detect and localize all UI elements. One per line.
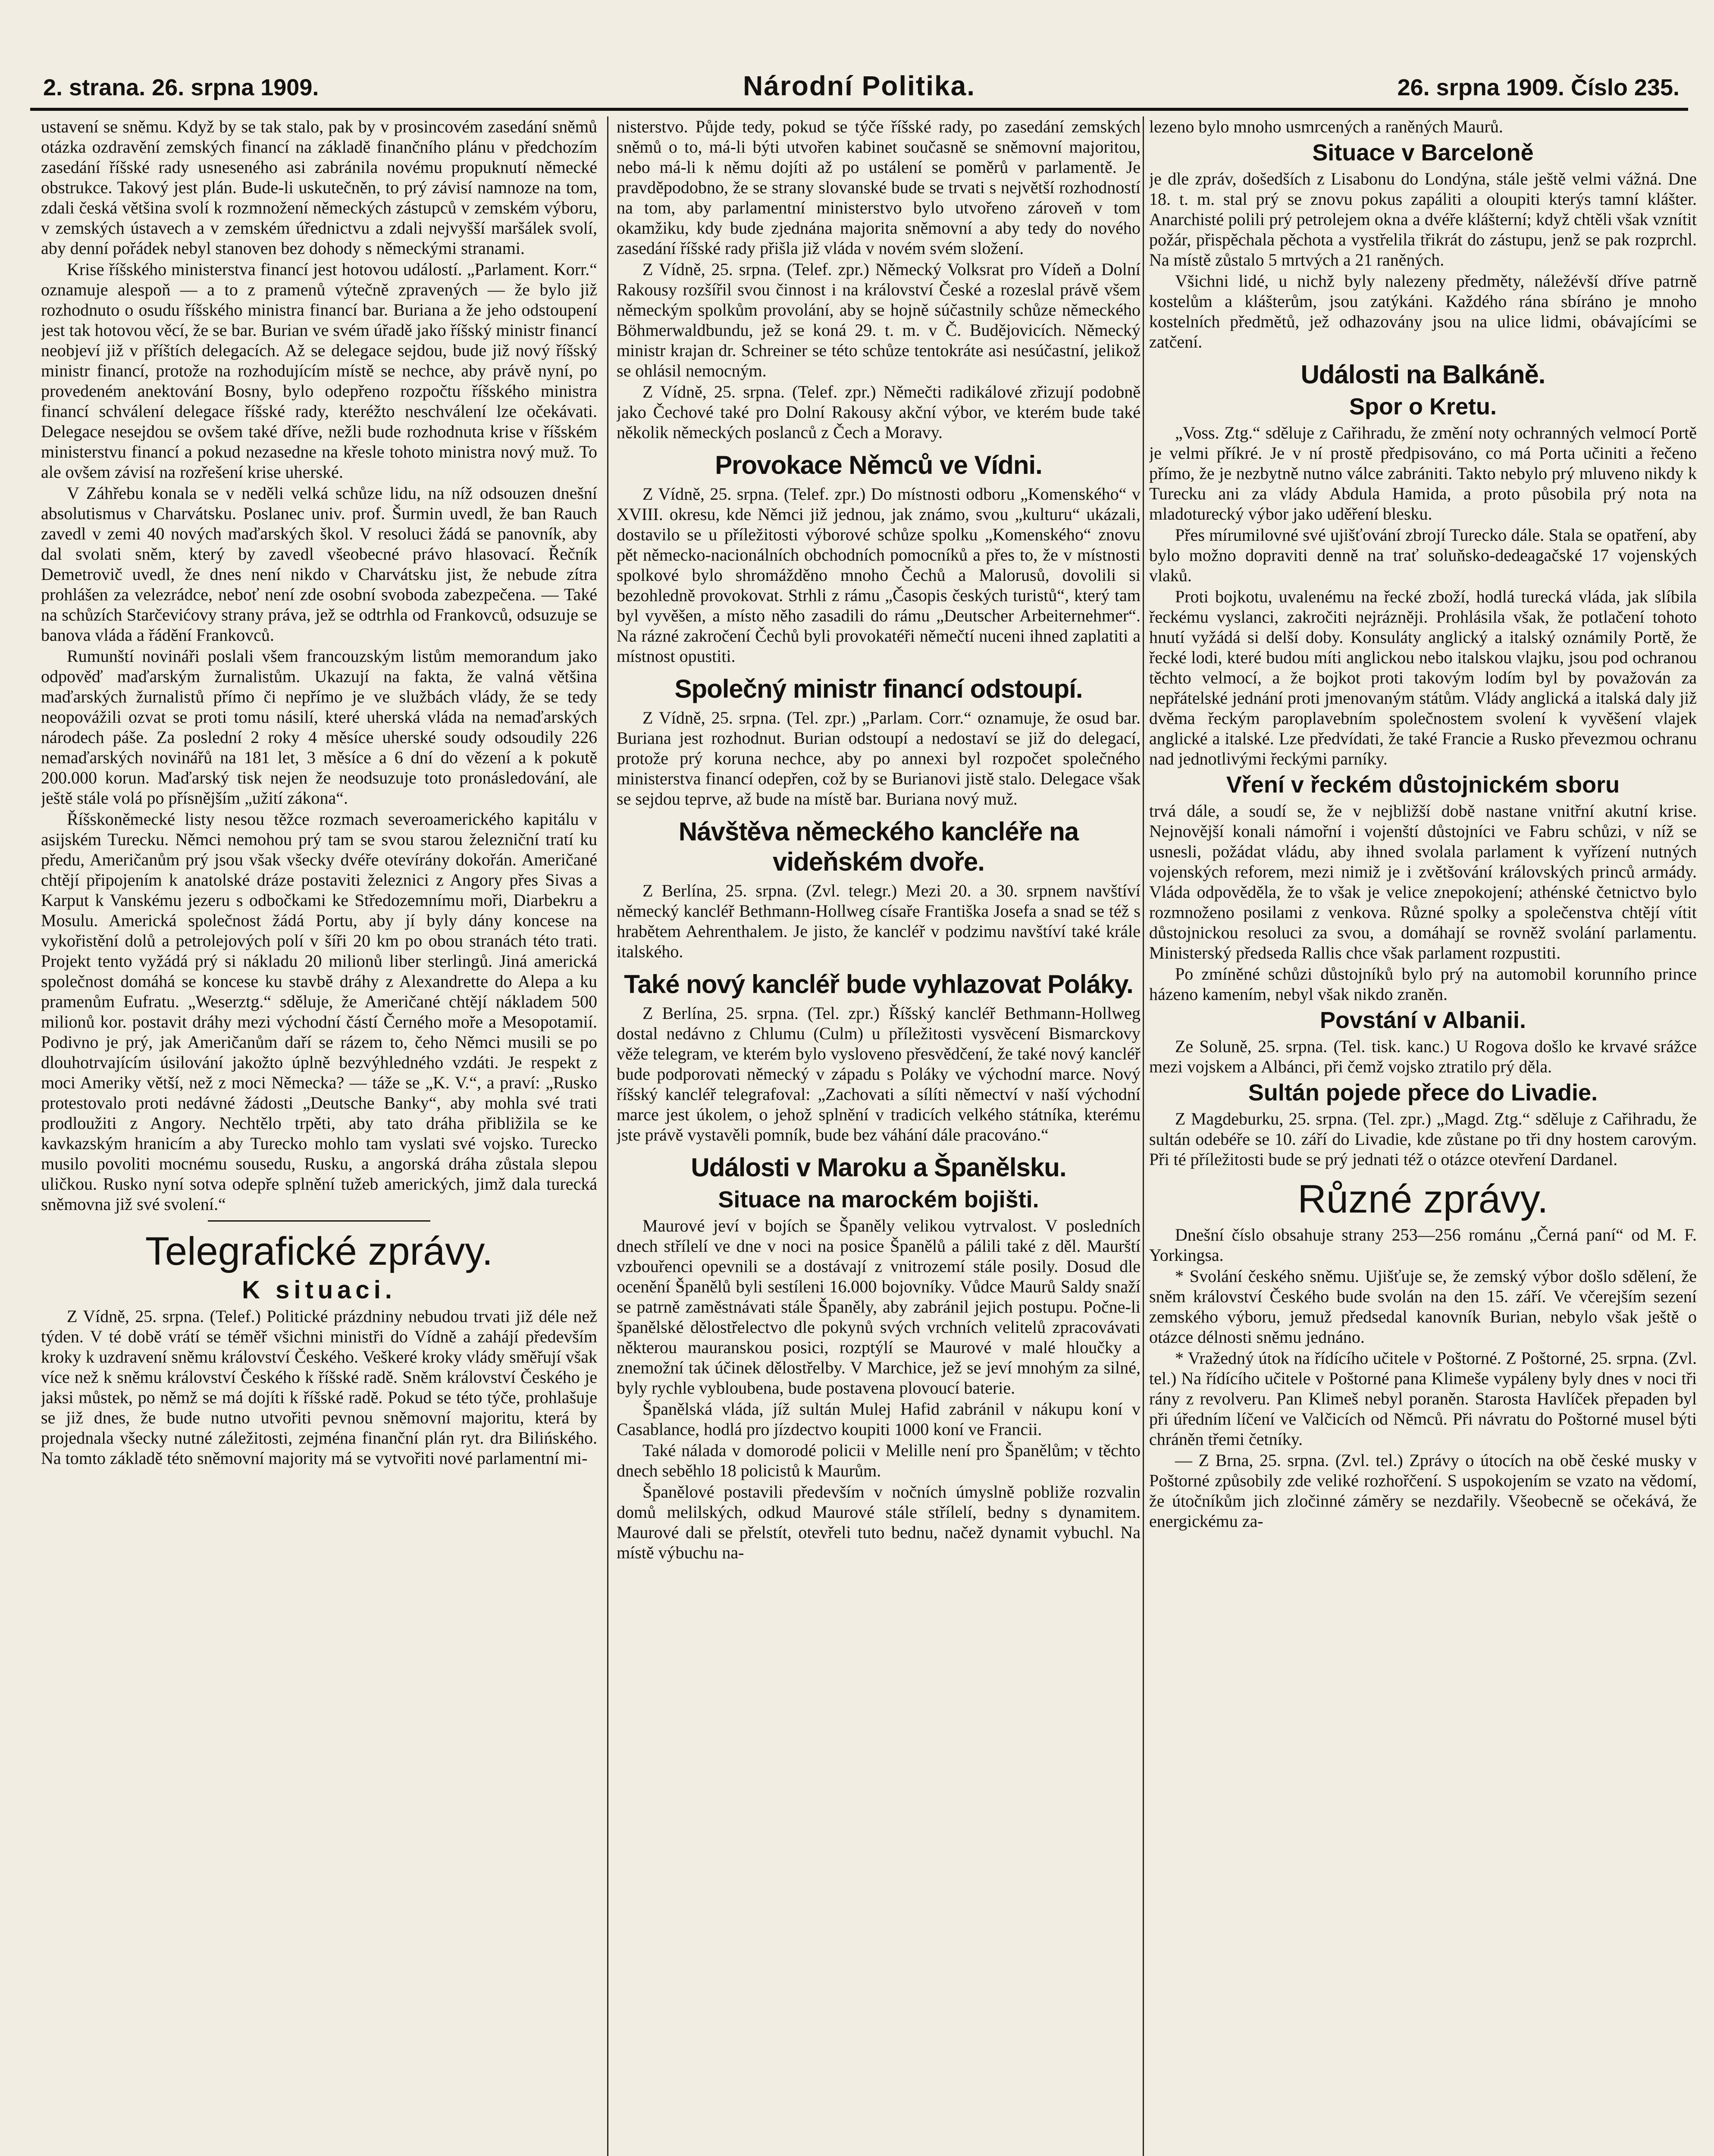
article-paragraph: „Voss. Ztg.“ sděluje z Cařihradu, že změní noty ochranných velmocí Portě je velmi příkré. Je v ní prostě předpisováno, co má Porta učiniti a řečeno přímo, že je nezbytně nutno válce zabrániti. Takto nebylo prý mluveno nikdy k Turecku ani za vlády Abdula Hamida, a proto působila prý nota na mladoturecký výbor jako uděření blesku. (1149, 423, 1697, 523)
article-paragraph: ustavení se sněmu. Když by se tak stalo, pak by v prosincovém zasedání sněmů otázka ozdravění zemských financí na základě finančního plánu v předchozím zasedání říšské rady usneseného asi zabránila novému propuknutí německé obstrukce. Takový jest plán. Bude-li uskutečněn, to prý závisí namnoze na tom, zdali česká většina svolí k rozmnožení německých zástupců v zemském výboru, v zemských ústavech a v zemském úřednictvu a zdali nejvyšší maršálek svolí, aby denní pořádek nebyl stanoven bez dohody s německými stranami. (41, 117, 597, 258)
article-paragraph: Z Magdeburku, 25. srpna. (Tel. zpr.) „Magd. Ztg.“ sděluje z Cařihradu, že sultán odebéře se 10. září do Livadie, kde zůstane po tři dny hostem carovým. Při té příležitosti bude se prý jednati též o otázce otevření Dardanel. (1149, 1109, 1697, 1169)
article-paragraph: Z Berlína, 25. srpna. (Zvl. telegr.) Mezi 20. a 30. srpnem navštíví německý kancléř Bethmann-Hollweg císaře Františka Josefa a snad se též s hrabětem Aehrenthalem. Je jisto, že kancléř v podzimu navštíví také krále italského. (617, 881, 1141, 961)
subheading-situace: K situaci. (242, 1276, 396, 1304)
article-paragraph: Z Vídně, 25. srpna. (Telef.) Politické prázdniny nebudou trvati již déle než týden. V té době vrátí se téměř všichni ministři do Vídně a zahájí především kroky k uzdravení sněmu království Českého. Veškeré kroky vlády směřují však více než k sněmu království Českého k říšské radě. Sněm království Českého je jaksi můstek, po němž se má dojíti k říšské radě. Pokud se této týče, prohlašuje se již dnes, že bude nutno utvořiti pevnou sněmovní majoritu, která by projednala všecky nutné záležitosti, zejména finanční plán ryt. dra Bilińského. Na tomto základě této sněmovní majority má se vytvořiti nové parlamentní mi- (41, 1307, 597, 1468)
masthead-title: Národní Politika. (743, 70, 975, 101)
article-paragraph: Krise říšského ministerstva financí jest hotovou událostí. „Parlament. Korr.“ oznamuje alespoň — a to z pramenů výtečně zpravených — že bylo již rozhodnuto o osudu říšského ministra financí bar. Buriana a že jeho odstoupení jest tak hotovou věcí, že se bar. Burian ve svém úřadě jako říšský ministr financí neobjeví již v příštích delegacích. Až se delegace sejdou, bude již nový říšský ministr financí, protože na rozhodujícím místě se nechce, aby právě nyní, po provedeném anektování Bosny, bylo odepřeno rozpočtu říšského ministra financí schválení delegace říšské rady, kteréžto neschválení lze očekávati. Delegace nesejdou se ovšem také dříve, nežli bude rozhodnuta krise v říšském ministerstvu financí a pokud nezasedne na křesle tohoto ministra nový muž. To ale ovšem závisí na rozřešení krise uherské. (41, 260, 597, 482)
article-paragraph: Z Berlína, 25. srpna. (Tel. zpr.) Říšský kancléř Bethmann-Hollweg dostal nedávno z Chlumu (Culm) u příležitosti vysvěcení Bismarckovy věže telegram, ve kterém bylo vysloveno přesvědčení, že také nový kancléř bude podporovati německý v západu s Poláky ve východní marce. Nový říšský kancléř telegrafoval: „Zachovati a sílíti němectví v naší východní marce jest úkolem, o jehož splnění v tradicích velkého státníka, kterému jste právě vystavěli pomník, bude bez váhání dále pracováno.“ (617, 1003, 1141, 1144)
column-2 (617, 116, 1141, 2156)
subheading-kretu: Spor o Kretu. (1349, 394, 1497, 420)
heading-navsteva: Návštěva německého kancléře na videňském dvoře. (678, 817, 1079, 876)
article-paragraph: trvá dále, a soudí se, že v nejbližší době nastane vnitřní akutní krise. Nejnovější konali námořní i vojenští důstojníci ve Fabru schůzi, v níž se usnesli, požádat vládu, aby ihned svolala parlament k vyřízení nutných vojenských reforem, mezi nimiž je i zvětšování královských princů armády. Vláda odpověděla, že to však je velice znepokojení; athénské četnictvo bylo rozmnoženo posilami z venkova. Různé spolky a společenstva chtějí vítit důstojnickou resoluci za svou, a domáhají se rovněž svolání parlamentu. Ministerský předseda Rallis chce však parlament rozpustiti. (1149, 801, 1697, 962)
article-paragraph: nisterstvo. Půjde tedy, pokud se týče říšské rady, po zasedání zemských sněmů o to, má-li býti utvořen kabinet současně se sněmovní majoritou, nebo má-li k němu dojíti až po ustálení se poměrů v parlamentě. Je pravděpodobno, že se strany slovanské bude se trvati s největší rozhodností na tom, aby parlamentní ministerstvo bylo utvořeno zároveň v tom okamžiku, kdy bude zjednána majorita sněmovní a aby tedy do nového zasedání říšské rady přišla již vláda v novém svém složení. (617, 117, 1141, 258)
column-1 (41, 116, 597, 2156)
heading-spolecny-ministr: Společný ministr financí odstoupí. (674, 674, 1083, 703)
article-paragraph: Také nálada v domorodé policii v Melille není pro Španělům; v těchto dnech seběhlo 18 policistů k Maurům. (617, 1441, 1141, 1480)
section-separator (208, 1220, 430, 1222)
subheading-situace-mar: Situace na marockém bojišti. (718, 1187, 1039, 1213)
article-paragraph: — Z Brna, 25. srpna. (Zvl. tel.) Zprávy o útocích na obě české musky v Poštorné způsobily zde veliké rozhořčení. S uspokojením se vzato na vědomí, že útočníkům jich zločinné záměry se nezdařily. Všeobecně se očekává, že energickému za- (1149, 1451, 1697, 1531)
column-divider (607, 116, 608, 2156)
article-paragraph: Maurové jeví v bojích se Španěly velikou vytrvalost. V posledních dnech střílelí ve dne v noci na posice Španělů a pálili také z děl. Maurští vzbouřenci opevnili se a dostávají z vnitrozemí stále posily. Dosud dle ocenění Španělů byli sestíleni 16.000 bojovníky. Vůdce Maurů Saldy snaží se patrně zaměstnávati stále Španěly, aby zabránil jejich postupu. Počne-li španělské dělostřelectvo dle pokynů svých vrchních velitelů zpracovávati některou mauranskou posici, rozptýlí se Maurové v malé hloučky a znemožní tak účinek dělostřelby. V Marchice, jež se jeví mnohým za silné, byly rychle vybloubena, bude postavena plovoucí baterie. (617, 1216, 1141, 1398)
article-paragraph: Po zmíněné schůzi důstojníků bylo prý na automobil korunního prince házeno kamením, nebyl však nikdo zraněn. (1149, 964, 1697, 1004)
page-header (30, 65, 1688, 111)
article-paragraph: Dnešní číslo obsahuje strany 253—256 románu „Černá paní“ od M. F. Yorkingsa. (1149, 1225, 1697, 1265)
article-paragraph: Z Vídně, 25. srpna. (Telef. zpr.) Německý Volksrat pro Vídeň a Dolní Rakousy rozšířil svou činnost i na království České a rozeslal právě všem německým spolkům provolání, aby se hojně súčastnily schůze německého Böhmerwaldbundu, jež se koná 29. t. m. v Č. Budějovicích. Německý ministr krajan dr. Schreiner se této schůze tentokráte asi nesúčastní, jelikož se ohlásil nemocným. (617, 260, 1141, 380)
heading-barcelona: Situace v Barceloně (1312, 140, 1534, 166)
heading-provokace: Provokace Němců ve Vídni. (715, 451, 1042, 479)
article-paragraph: Ze Soluně, 25. srpna. (Tel. tisk. kanc.) U Rogova došlo ke krvavé srážce mezi vojskem a Albánci, při čemž vojsko ztratilo prý děla. (1149, 1037, 1697, 1076)
section-heading-telegraf: Telegrafické zprávy. (145, 1229, 493, 1273)
heading-kancler: Také nový kancléř bude vyhlazovat Poláky. (624, 970, 1133, 999)
article-paragraph: Z Vídně, 25. srpna. (Tel. zpr.) „Parlam. Corr.“ oznamuje, že osud bar. Buriana jest rozhodnut. Burian odstoupí a nedostaví se již do delegací, protože prý koruna nechce, aby po annexi byl rozpočet společného ministerstva financí odepřen, což by se Burianovi jistě stalo. Delegace však se sejdou teprve, až bude na místě bar. Buriana nový muž. (617, 708, 1141, 808)
heading-vreni: Vření v řeckém důstojnickém sboru (1226, 772, 1620, 798)
article-paragraph: Proti bojkotu, uvalenému na řecké zboží, hodlá turecká vláda, jak slíbila řeckému vyslanci, zakročiti nejrázněji. Prohlásila však, že potlačení tohoto hnutí vyžádá si delší doby. Konsuláty anglický a italský oznámily Portě, že řecké lodi, které budou míti anglickou nebo italskou vlajku, jsou pod ochranou těchto velmocí, a že bojkot proti takovým lodím byl by považován za nepřátelské jednání proti jmenovaným státům. Vlády anglická a italská daly již dvěma řeckým paroplavebním společnostem svolení k vyvěšení vlajek anglické a italské. Lze předvídati, že také Francie a Rusko převezmou ochranu nad jednotlivými řeckými parníky. (1149, 587, 1697, 768)
heading-maroko: Události v Maroku a Španělsku. (691, 1153, 1066, 1182)
article-paragraph: Z Vídně, 25. srpna. (Telef. zpr.) Do místnosti odboru „Komenského“ v XVIII. okresu, kde Němci již jednou, jak známo, svou „kulturu“ ukázali, dostavilo se u příležitosti výborové schůze spolku „Komenského“ znovu pět německo-nacionálních obchodních pomocníků a přes to, že v místnosti spolkové bylo shromážděno mnoho Čechů a Malorusů, dovolili si bezohledně provokovat. Strhli z rámu „Časopis českých turistů“, který tam byl vyvěšen, a místo něho zasadili do rámu „Deutscher Arbeiternehmer“. Na rázné zakročení Čechů byli provokatéři němečtí nuceni ihned zaplatiti a místnost opustiti. (617, 484, 1141, 666)
header-page-date: 2. strana. 26. srpna 1909. (43, 75, 319, 100)
article-paragraph: * Svolání českého sněmu. Ujišťuje se, že zemský výbor došlo sdělení, že sněm království Českého bude svolán na den 15. září. Ve včerejším sezení zemského výboru, jemuž předsedal kanovník Burian, nebylo však ještě o otázce délnosti sněmu jednáno. (1149, 1266, 1697, 1347)
article-paragraph: Z Vídně, 25. srpna. (Telef. zpr.) Němečti radikálové zřizují podobně jako Čechové také pro Dolní Rakousy akční výbor, ve kterém bude také několik německých poslanců z Čech a Moravy. (617, 382, 1141, 442)
header-date-issue: 26. srpna 1909. Číslo 235. (1397, 75, 1680, 100)
column-3 (1149, 116, 1697, 2156)
section-heading-ruzne: Různé zprávy. (1297, 1177, 1548, 1221)
article-paragraph: V Záhřebu konala se v neděli velká schůze lidu, na níž odsouzen dnešní absolutismus v Charvátsku. Poslanec univ. prof. Šurmin uvedl, že ban Rauch zavedl v zemi 40 nových maďarských škol. V resoluci žádá se panovník, aby dal svolati sněm, který by zavedl všeobecné právo hlasovací. Řečník Demetrovič uvedl, že dnes není nikdo v Charvátsku jist, že nebude zítra prohlášen za velezrádce, neboť není zde osobní svoboda zabezpečena. — Také na schůzích Starčevićovy strany práva, jež se odtrhla od Frankovců, odsuzuje se banova vláda a řádění Frankovců. (41, 483, 597, 645)
article-paragraph: Přes mírumilovné své ujišťování zbrojí Turecko dále. Stala se opatření, aby bylo možno dopraviti denně na trať soluňsko-dedeagačské 17 vojenských vlaků. (1149, 525, 1697, 585)
heading-balkan: Události na Balkáně. (1300, 360, 1545, 389)
heading-albanie: Povstání v Albanii. (1319, 1007, 1526, 1033)
article-paragraph: Všichni lidé, u nichž byly nalezeny předměty, náležévší dříve patrně kostelům a klášterům, jsou zatýkáni. Každého rána sbíráno je mnoho kostelních předmětů, jež odhazovány jsou na ulice lidmi, obávajícími se zatčení. (1149, 271, 1697, 351)
article-paragraph: je dle zpráv, došedších z Lisabonu do Londýna, stále ještě velmi vážná. Dne 18. t. m. stal prý se znovu pokus zapáliti a oloupiti kterýs tamní klášter. Anarchisté polili prý petrolejem okna a dvéře klášterní; když chtěli však vznítit požár, přispěchala pěchota a vystřelila třikrát do zástupu, jenž se pak rozprchl. Na místě zůstalo 5 mrtvých a 21 raněných. (1149, 169, 1697, 270)
article-paragraph: Španělové postavili především v nočních úmyslně pobliže rozvalin domů melilských, odkud Maurové stále střílelí, bedny s dynamitem. Maurové dali se přelstít, otevřeli tuto bednu, načež dynamit vybuchl. Na místě výbuchu na- (617, 1482, 1141, 1562)
article-paragraph: Říšskoněmecké listy nesou těžce rozmach severoamerického kapitálu v asijském Turecku. Němci nemohou prý tam se svou starou železniční tratí ku předu, Američanům prý jsou však všecky dvéře otevírány dokořán. Američané chtějí připojením k anatolské dráze postaviti železnici z Angory přes Sivas a Karput k Vanskému jezeru s odbočkami ke Středozemnímu moři, Diarbekru a Mosulu. Americká společnost žádá Portu, aby jí byly dány koncese na vykořistění dolů a petrolejových polí v šíři 20 km po obou stranách této trati. Projekt tento vyžádá prý si nákladu 20 milionů liber sterlingů. Jiná americká společnost domáhá se koncese ku stavbě dráhy z Alexandrette do Alepa a ku pramenům Eufratu. „Weserztg.“ sděluje, že Američané chtějí nákladem 500 milionů kor. postavit dráhy mezi východní částí Černého moře a Mesopotamií. Podivno je prý, jak Američanům daří se rázem to, čeho Němci musili se po dlouhotrvajícím úsilování jakožto úplně bezvýhledného vzdáti. Je respekt z moci Ameriky větší, než z moci Německa? — táže se „K. V.“, a praví: „Rusko protestovalo proti nedávné žádosti „Deutsche Banky“, aby mohla své trati prodloužiti z Angory. Nechtělo trpěti, aby tato dráha přibližila se ke kavkazským hranicím a aby Turecko mohlo tam vyslati své vojsko. Turecko musilo povoliti mocnému sousedu, Rusku, a angorská dráha zůstala slepou uličkou. Rusko nyní sotva odepře splnění tužeb amerických, jimž dala turecká sněmovna již své svolení.“ (41, 809, 597, 1214)
column-divider (1143, 116, 1144, 2156)
heading-sultan: Sultán pojede přece do Livadie. (1248, 1080, 1598, 1106)
article-paragraph: * Vražedný útok na řídícího učitele v Poštorné. Z Poštorné, 25. srpna. (Zvl. tel.) Na řídícího učitele v Poštorné pana Klimeše vypáleny byly dnes v noci tři rány z revolveru. Pan Klimeš nebyl poraněn. Starosta Havlíček přepaden byl při úředním líčení ve Valčicích od Němců. Při návratu do Poštorné musel býti chráněn třemi četníky. (1149, 1348, 1697, 1449)
article-paragraph: lezeno bylo mnoho usmrcených a raněných Maurů. (1149, 117, 1503, 136)
article-paragraph: Rumunští novináři poslali všem francouzským listům memorandum jako odpověď maďarským žurnalistům. Ukazují na fakta, že valná většina maďarských žurnalistů přímo či nepřímo je ve službách vlády, že se tedy neopovážili ozvat se proti tomu násilí, které uherská vláda na nemaďarských národech páše. Za poslední 2 roky 4 měsíce uherské soudy odsoudily 226 nemaďarských novinářů na 181 let, 3 měsíce a 6 dní do vězení a k pokutě 200.000 korun. Maďarský tisk nejen že neodsuzuje toto pronásledování, ale ještě stále volá po přísnějším „užití zákona“. (41, 646, 597, 808)
article-paragraph: Španělská vláda, jíž sultán Mulej Hafid zabránil v nákupu koní v Casablance, hodlá pro jízdectvo koupiti 1000 koní ve Francii. (617, 1399, 1141, 1439)
